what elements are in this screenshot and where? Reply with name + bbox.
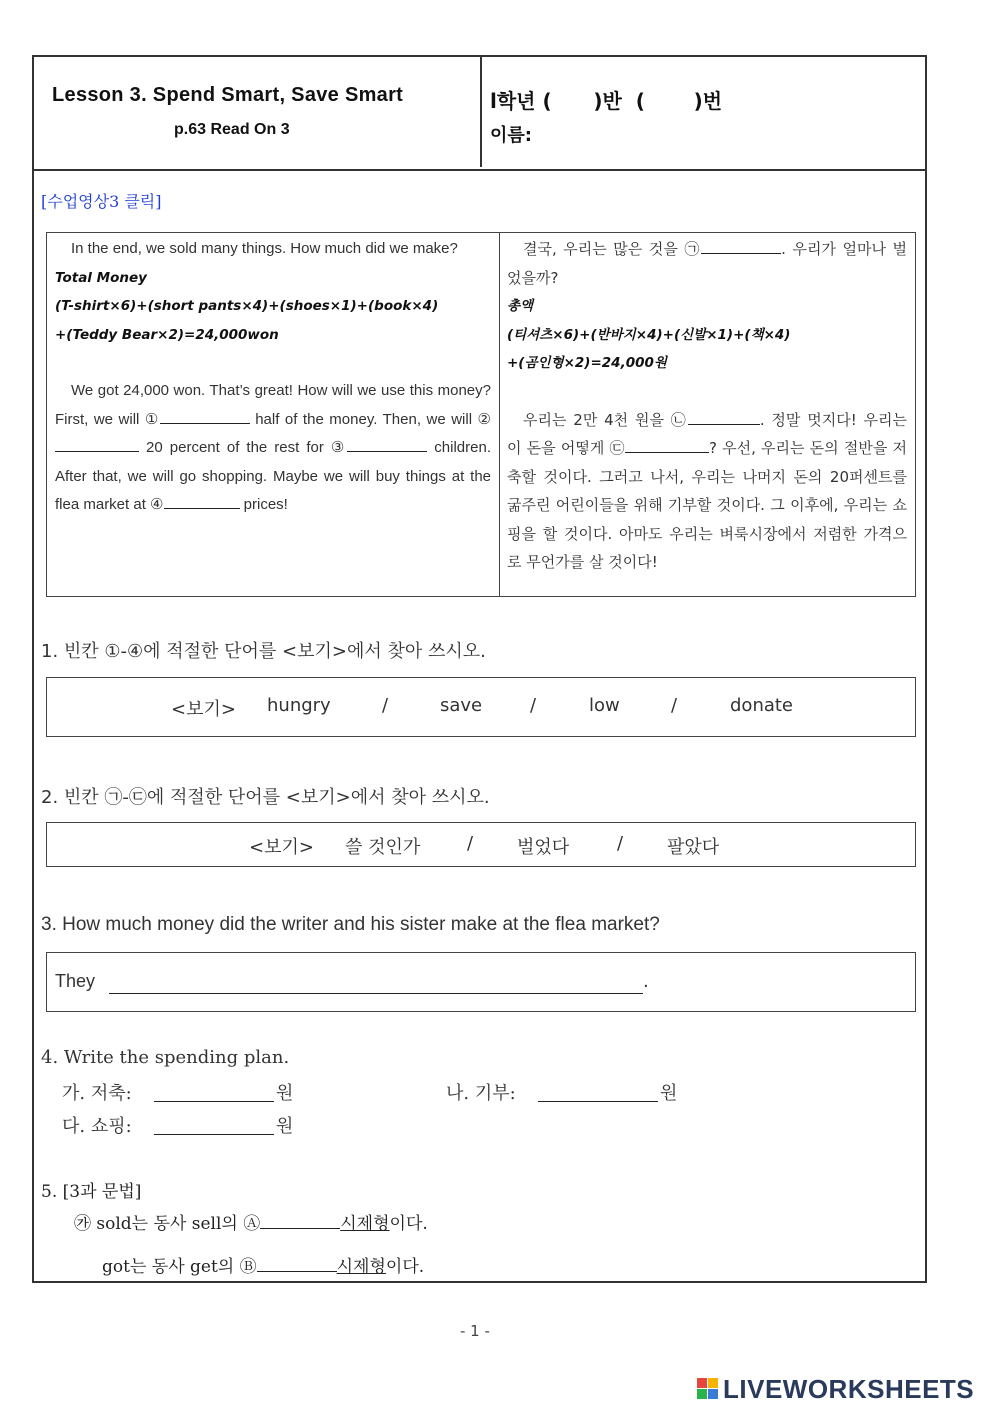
blank-b-tense[interactable] [257, 1257, 337, 1272]
korean-paragraph-2 [507, 406, 907, 577]
formula-line-2-ko: +(곰인형×2)=24,000원 [507, 355, 667, 371]
paragraph-text: 우리는 2만 4천 원을 ㉡ [523, 410, 688, 429]
paragraph-text: children. After that, we will go shopping. Maybe we will buy things at the flea market at ④ [55, 439, 491, 513]
grammar-text: got는 동사 get의 Ⓑ [102, 1257, 257, 1277]
column-divider [499, 233, 500, 596]
worksheet [32, 55, 927, 1283]
english-paragraph-2 [55, 377, 491, 520]
word-hungry: hungry [267, 695, 331, 716]
grammar-text: 이다. [389, 1214, 428, 1234]
paragraph-text: We got 24,000 won. That’s great! How will we use this money? First, we will ① [55, 382, 491, 428]
plan-savings-label: 가. 저축: [62, 1083, 132, 1104]
blank-4[interactable] [164, 492, 240, 509]
blank-c[interactable] [625, 436, 709, 453]
word-bank-2 [46, 822, 916, 867]
plan-savings-unit: 원 [276, 1083, 294, 1104]
question-2: 2. 빈칸 ㉠-㉢에 적절한 단어를 <보기>에서 찾아 쓰시오. [41, 787, 490, 808]
logo-square-red [697, 1378, 707, 1388]
separator: / [382, 695, 389, 716]
plan-savings-line[interactable] [154, 1101, 274, 1102]
plan-shopping-line[interactable] [154, 1134, 274, 1135]
blank-a[interactable] [701, 237, 781, 254]
separator: / [467, 833, 474, 854]
answer-box-3 [46, 952, 916, 1012]
logo-text: LIVEWORKSHEETS [723, 1374, 975, 1404]
paragraph-text: ? 우선, 우리는 돈의 절반을 저축할 것이다. 그러고 나서, 우리는 나머지 돈의 20퍼센트를 굶주린 어린이들을 위해 기부할 것이다. 그 이후에, 우리는 쇼핑을 할 것이다. 아마도 우리는 벼룩시장에서 저렴한 가격으로 무언가를 살 것이다! [507, 439, 907, 571]
lesson-title: Lesson 3. Spend Smart, Save Smart [52, 84, 404, 106]
word-donate: donate [730, 695, 794, 716]
plan-donation-unit: 원 [660, 1083, 678, 1104]
paragraph-text: . 정말 멋지다! 우리는 이 돈을 어떻게 ㉢ [507, 410, 907, 457]
logo-square-yellow [708, 1378, 718, 1388]
grammar-line-2 [102, 1252, 424, 1277]
student-class-number: l학년 ( )반 ( )번 [490, 89, 723, 113]
blank-a-tense[interactable] [260, 1214, 340, 1229]
word-spend: 쓸 것인가 [345, 837, 421, 858]
blank-1[interactable] [160, 407, 250, 424]
plan-donation-label: 나. 기부: [446, 1083, 516, 1104]
english-paragraph-1: In the end, we sold many things. How much did we make? [71, 240, 458, 257]
page-number: - 1 - [460, 1322, 490, 1340]
formula-line-1-ko: (티셔츠×6)+(반바지×4)+(신발×1)+(책×4) [507, 326, 791, 343]
total-money-label-ko: 총액 [507, 298, 534, 314]
reading-passage [46, 232, 916, 597]
paragraph-text: half of the money. Then, we will ② [249, 410, 491, 428]
blank-3[interactable] [347, 435, 427, 452]
blank-2[interactable] [55, 435, 139, 452]
grammar-text: ㉮ sold는 동사 sell의 Ⓐ [74, 1214, 261, 1234]
lesson-page: p.63 Read On 3 [174, 121, 290, 138]
logo-square-blue [708, 1389, 718, 1399]
question-4: 4. Write the spending plan. [41, 1047, 290, 1068]
answer-line-3[interactable] [109, 993, 643, 994]
grammar-tense-word: 시제형 [336, 1257, 386, 1277]
separator: / [671, 695, 678, 716]
english-passage [55, 235, 491, 520]
paragraph-text: . 우리가 얼마나 벌었을까? [507, 240, 907, 287]
word-sold: 팔았다 [667, 837, 720, 858]
grammar-line-1 [74, 1209, 428, 1234]
word-save: save [440, 695, 483, 716]
plan-shopping-unit: 원 [276, 1116, 294, 1137]
word-earned: 벌었다 [517, 837, 570, 858]
plan-donation-line[interactable] [538, 1101, 658, 1102]
worksheet-header [34, 57, 925, 171]
logo-square-green [697, 1389, 707, 1399]
header-divider [480, 57, 482, 167]
answer-start: They [55, 971, 96, 991]
separator: / [530, 695, 537, 716]
korean-passage [507, 235, 907, 577]
spacer [507, 378, 907, 406]
plan-shopping-label: 다. 쇼핑: [62, 1116, 132, 1137]
spacer [55, 349, 491, 377]
question-5: 5. [3과 문법] [41, 1182, 142, 1202]
blank-b[interactable] [688, 408, 760, 425]
grammar-tense-word: 시제형 [340, 1214, 390, 1234]
total-money-label: Total Money [55, 269, 147, 286]
separator: / [617, 833, 624, 854]
paragraph-text: 결국, 우리는 많은 것을 ㉠ [523, 240, 702, 258]
paragraph-text: prices! [239, 496, 288, 513]
question-3: 3. How much money did the writer and his sister make at the flea market? [41, 914, 660, 935]
logo-icon [697, 1378, 719, 1400]
question-1: 1. 빈칸 ①-④에 적절한 단어를 <보기>에서 찾아 쓰시오. [41, 641, 486, 662]
word-low: low [589, 695, 620, 716]
korean-paragraph-1 [507, 235, 907, 292]
word-bank-label: <보기> [249, 837, 314, 858]
formula-line-2: +(Teddy Bear×2)=24,000won [55, 326, 279, 343]
paragraph-text: 20 percent of the rest for ③ [139, 439, 348, 456]
student-name-label: 이름: [490, 125, 532, 146]
word-bank-1 [46, 677, 916, 737]
video-link[interactable]: [수업영상3 클릭] [41, 192, 162, 211]
answer-end: . [643, 971, 649, 992]
word-bank-label: <보기> [171, 699, 236, 720]
formula-line-1: (T-shirt×6)+(short pants×4)+(shoes×1)+(book×4) [55, 298, 439, 314]
grammar-text: 이다. [385, 1257, 425, 1277]
